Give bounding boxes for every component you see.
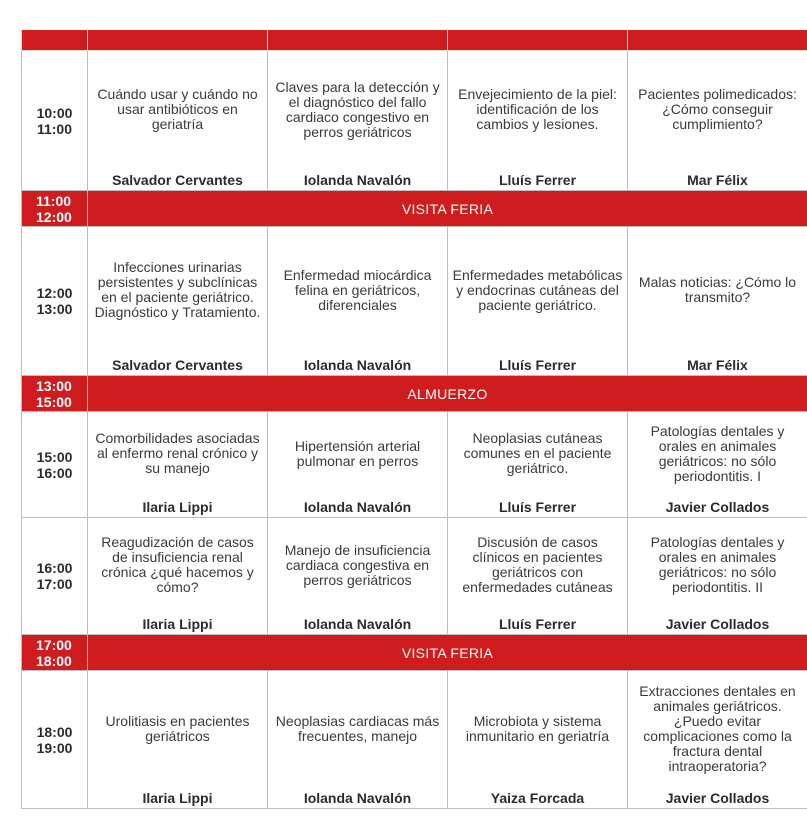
time-end: 17:00: [36, 576, 73, 592]
talk-cell: [628, 412, 807, 518]
session-row: [22, 51, 807, 191]
talk-cell: [268, 51, 448, 191]
break-row: [22, 635, 807, 671]
speaker-name: Ilaria Lippi: [142, 499, 213, 515]
time-cell: [22, 227, 88, 376]
talk-cell: [88, 227, 268, 376]
talk-title: Extracciones dentales en animales geriátricos. ¿Puedo evitar complicaciones como la fractura dental intraoperatoria?: [639, 683, 796, 774]
talk-cell: [88, 51, 268, 191]
time-start: 13:00: [36, 377, 72, 394]
talk-cell: [268, 518, 448, 635]
speaker-name: Javier Collados: [665, 616, 770, 632]
speaker-name: Lluís Ferrer: [498, 616, 577, 632]
talk-title: Cuándo usar y cuándo no usar antibióticos en geriatría: [97, 86, 258, 132]
speaker-name: Mar Félix: [687, 172, 748, 188]
talk-title: Enfermedades metabólicas y endocrinas cutáneas del paciente geriátrico.: [452, 267, 623, 313]
break-label: VISITA FERIA: [88, 191, 807, 227]
talk-cell: [268, 227, 448, 376]
time-end: 19:00: [36, 739, 73, 756]
break-label: VISITA FERIA: [88, 635, 807, 671]
speaker-name: Ilaria Lippi: [142, 790, 213, 806]
time-start: 18:00: [36, 723, 73, 740]
time-end: 11:00: [36, 120, 73, 137]
time-start: 16:00: [36, 560, 73, 576]
time-cell: [22, 671, 88, 809]
speaker-name: Iolanda Navalón: [303, 357, 412, 373]
talk-title: Infecciones urinarias persistentes y subclínicas en el paciente geriátrico. Diagnóstico y Tratamiento.: [94, 259, 261, 320]
talk-cell: [88, 412, 268, 518]
talk-cell: [448, 518, 628, 635]
header-bar: [22, 30, 807, 51]
speaker-name: Salvador Cervantes: [112, 357, 243, 373]
talk-cell: [88, 671, 268, 809]
talk-cell: [628, 518, 807, 635]
speaker-name: Iolanda Navalón: [303, 499, 412, 515]
time-end: 13:00: [36, 301, 73, 317]
talk-title: Neoplasias cutáneas comunes en el paciente geriátrico.: [463, 430, 612, 476]
talk-cell: [268, 412, 448, 518]
speaker-name: Javier Collados: [665, 499, 770, 515]
speaker-name: Salvador Cervantes: [112, 172, 243, 188]
talk-title: Neoplasias cardiacas más frecuentes, manejo: [275, 713, 440, 744]
break-row: [22, 191, 807, 227]
talk-cell: [628, 227, 807, 376]
talk-title: Patologías dentales y orales en animales geriátricos: no sólo periodontitis. II: [650, 534, 785, 595]
time-start: 10:00: [36, 104, 73, 121]
speaker-name: Ilaria Lippi: [142, 616, 213, 632]
talk-title: Comorbilidades asociadas al enfermo renal crónico y su manejo: [95, 430, 260, 476]
speaker-name: Iolanda Navalón: [303, 616, 412, 632]
time-cell: [22, 412, 88, 518]
time-end: 12:00: [36, 208, 72, 225]
time-start: 12:00: [36, 285, 73, 301]
talk-cell: [88, 518, 268, 635]
talk-title: Enfermedad miocárdica felina en geriátricos, diferenciales: [283, 267, 432, 313]
talk-cell: [628, 51, 807, 191]
talk-title: Malas noticias: ¿Cómo lo transmito?: [638, 274, 797, 305]
talk-title: Microbiota y sistema inmunitario en geriatría: [465, 713, 610, 744]
break-row: [22, 376, 807, 412]
talk-title: Hipertensión arterial pulmonar en perros: [294, 438, 421, 469]
speaker-name: Lluís Ferrer: [498, 172, 577, 188]
talk-title: Urolitiasis en pacientes geriátricos: [105, 713, 250, 744]
time-start: 11:00: [36, 192, 72, 209]
talk-cell: [448, 412, 628, 518]
speaker-name: Lluís Ferrer: [498, 499, 577, 515]
session-row: [22, 518, 807, 635]
talk-title: Reagudización de casos de insuficiencia renal crónica ¿qué hacemos y cómo?: [101, 534, 254, 595]
time-start: 17:00: [36, 636, 72, 653]
speaker-name: Iolanda Navalón: [303, 172, 412, 188]
time-end: 15:00: [36, 393, 72, 410]
time-cell: [22, 51, 88, 191]
speaker-name: Mar Félix: [687, 357, 748, 373]
talk-title: Manejo de insuficiencia cardiaca congestiva en perros geriátricos: [284, 542, 431, 588]
talk-cell: [448, 671, 628, 809]
speaker-name: Iolanda Navalón: [303, 790, 412, 806]
talk-cell: [628, 671, 807, 809]
schedule-table: [21, 30, 807, 809]
speaker-name: Lluís Ferrer: [498, 357, 577, 373]
time-cell: [22, 518, 88, 635]
time-cell: [22, 635, 88, 671]
session-row: [22, 671, 807, 809]
time-end: 18:00: [36, 652, 72, 669]
session-row: [22, 227, 807, 376]
speaker-name: Yaiza Forcada: [490, 790, 585, 806]
talk-title: Patologías dentales y orales en animales geriátricos: no sólo periodontitis. I: [650, 423, 785, 484]
talk-title: Claves para la detección y el diagnóstico del fallo cardiaco congestivo en perros geriátricos: [275, 79, 440, 140]
time-cell: [22, 191, 88, 227]
talk-title: Pacientes polimedicados: ¿Cómo conseguir cumplimiento?: [638, 86, 797, 132]
time-start: 15:00: [36, 448, 73, 465]
talk-title: Envejecimiento de la piel: identificación de los cambios y lesiones.: [458, 86, 617, 132]
talk-cell: [448, 51, 628, 191]
talk-title: Discusión de casos clínicos en pacientes geriátricos con enfermedades cutáneas: [462, 534, 613, 595]
time-cell: [22, 376, 88, 412]
speaker-name: Javier Collados: [665, 790, 770, 806]
talk-cell: [448, 227, 628, 376]
session-row: [22, 412, 807, 518]
time-end: 16:00: [36, 464, 73, 481]
talk-cell: [268, 671, 448, 809]
break-label: ALMUERZO: [88, 376, 807, 412]
